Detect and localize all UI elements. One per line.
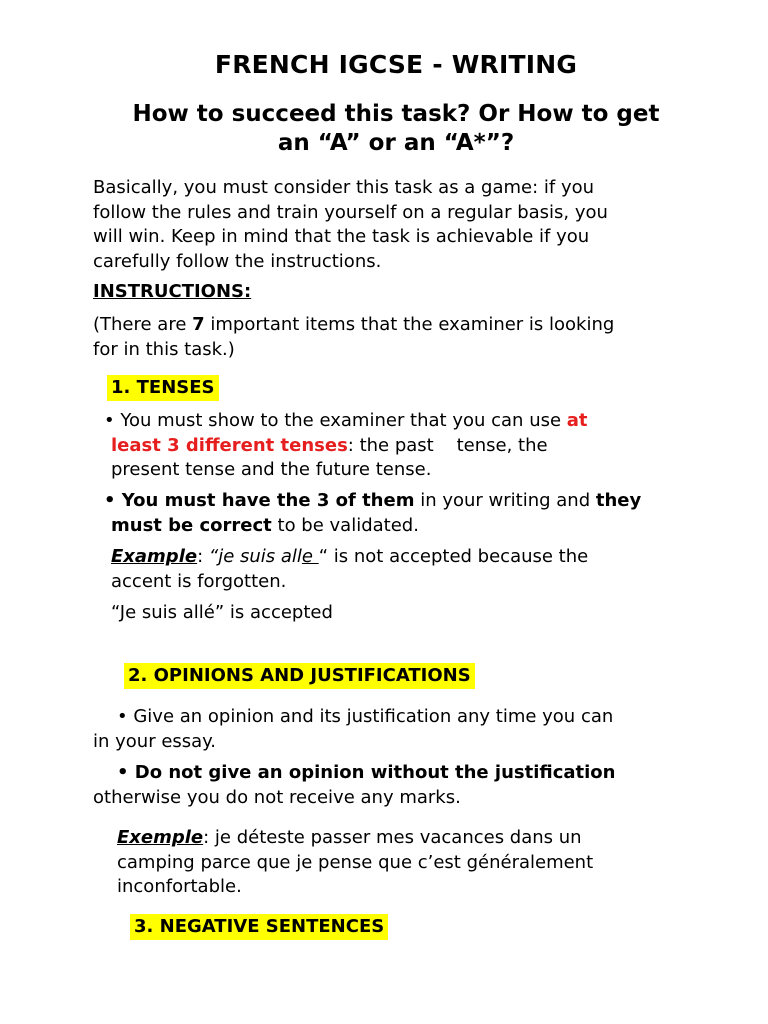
highlighted-heading: 3. NEGATIVE SENTENCES [130, 914, 388, 940]
instructions-heading: INSTRUCTIONS: [93, 281, 252, 302]
instructions-line: (There are 7 important items that the examiner is looking [93, 314, 615, 335]
intro-line: will win. Keep in mind that the task is achievable if you [93, 226, 590, 247]
example-label: Example [111, 546, 198, 567]
section-heading-opinions [124, 663, 475, 689]
opinions-bullet-2: • Do not give an opinion without the justification otherwise you do not receive any marks. [93, 762, 616, 808]
section-heading-tenses [107, 375, 219, 401]
page-title: FRENCH IGCSE - WRITING [214, 50, 578, 79]
tenses-example-accepted: “Je suis allé” is accepted [111, 602, 333, 623]
section-heading-negative [130, 914, 388, 940]
instructions-paragraph [93, 313, 753, 362]
subtitle-line-1: How to succeed this task? Or How to get [132, 101, 660, 127]
instructions-line: for in this task.) [93, 338, 235, 360]
example-label: Exemple [117, 827, 204, 848]
item-count: 7 [192, 314, 205, 335]
opinions-example: Exemple: je déteste passer mes vacances dans un camping parce que je pense que c’est généralement inconfortable. [117, 827, 594, 897]
subtitle-line-2: an “A” or an “A*”? [277, 130, 515, 156]
opinions-bullet-1: • Give an opinion and its justification any time you can in your essay. [93, 706, 614, 752]
red-emphasis: at [566, 410, 588, 431]
tenses-example: Example: “je suis alle “ is not accepted because the accent is forgotten. [111, 546, 589, 592]
intro-line: follow the rules and train yourself on a regular basis, you [93, 201, 608, 223]
tenses-bullet-2: • You must have the 3 of them in your writing and they must be correct to be validated. [104, 490, 642, 536]
intro-paragraph [93, 176, 753, 274]
tenses-bullet-1: • You must show to the examiner that you can use at least 3 different tenses: the past tense, the present tense and the future tense. [104, 410, 588, 480]
intro-line: Basically, you must consider this task as a game: if you [93, 177, 595, 198]
red-emphasis: least 3 different tenses [111, 434, 348, 456]
highlighted-heading: 1. TENSES [107, 375, 219, 401]
intro-line: carefully follow the instructions. [93, 250, 382, 272]
page-subtitle [60, 100, 732, 158]
highlighted-heading: 2. OPINIONS AND JUSTIFICATIONS [124, 663, 475, 689]
